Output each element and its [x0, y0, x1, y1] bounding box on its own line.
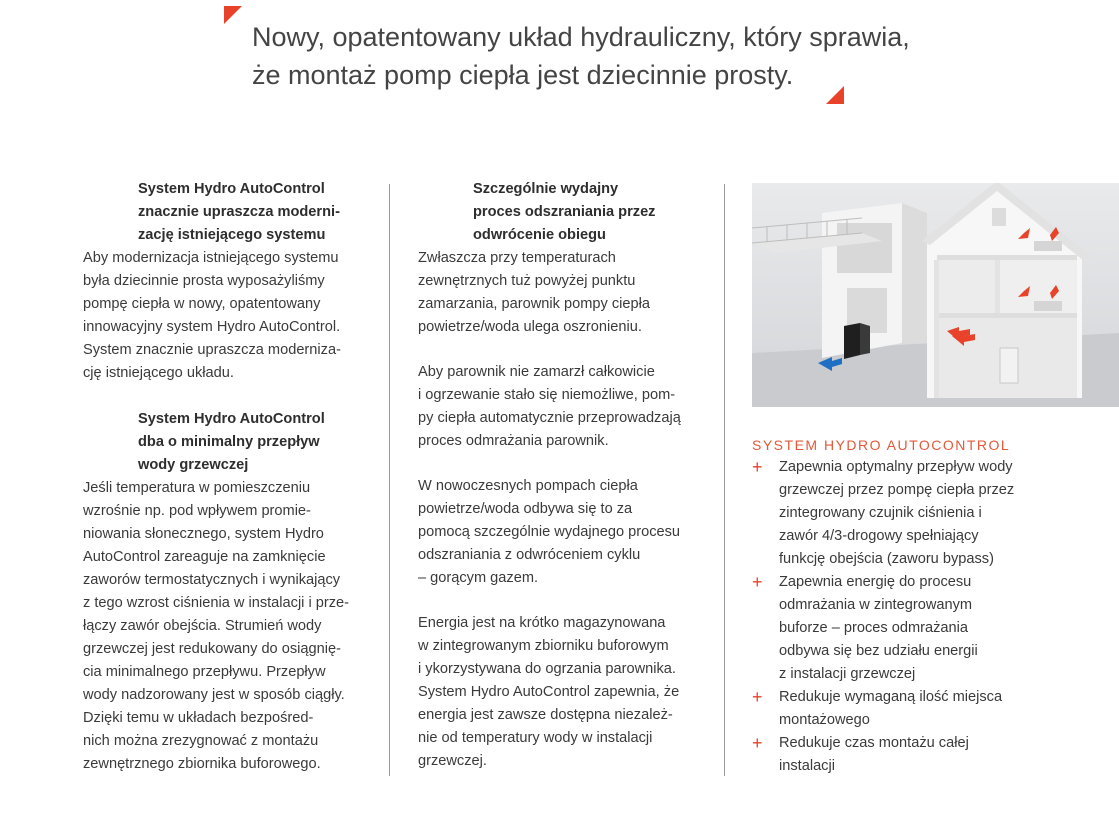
text-line: energia jest zawsze dostępna niezależ-	[418, 707, 673, 723]
text-line: powietrze/woda ulega oszronieniu.	[418, 319, 642, 335]
text-line: System Hydro AutoControl	[138, 181, 325, 197]
text-line: i ykorzystywana do ogrzania parownika.	[418, 661, 676, 677]
headline-line: że montaż pomp ciepła jest dziecinnie prosty.	[252, 60, 794, 90]
text-line: wody grzewczej	[138, 457, 249, 473]
text-line: System znacznie upraszcza moderniza-	[83, 342, 341, 358]
feature-item	[752, 732, 1112, 778]
text-line: pomocą szczególnie wydajnego procesu	[418, 524, 681, 540]
text-line: z tego wzrost ciśnienia w instalacji i prze-	[83, 595, 350, 611]
text-line: nich można zrezygnować z montażu	[83, 733, 319, 749]
headline	[252, 18, 1012, 94]
feature-item	[752, 456, 1112, 571]
plus-icon: +	[752, 687, 763, 707]
text-line: funkcję obejścia (zaworu bypass)	[779, 551, 994, 567]
section-title	[418, 178, 708, 247]
window	[837, 223, 892, 273]
text-line: Energia jest na krótko magazynowana	[418, 615, 666, 631]
column-divider	[389, 184, 390, 776]
column-divider	[724, 184, 725, 776]
text-line: Szczególnie wydajny	[473, 181, 619, 197]
text-line: Zwłaszcza przy temperaturach	[418, 250, 616, 266]
feature-item	[752, 686, 1112, 732]
corner-accent-top-left	[224, 6, 242, 24]
corner-accent-bottom-right	[826, 86, 844, 104]
text-line: grzewczej przez pompę ciepła przez	[779, 482, 1015, 498]
plus-icon: +	[752, 572, 763, 592]
section-title	[83, 178, 373, 247]
paragraph	[418, 612, 708, 773]
text-line: odmrażania w zintegrowanym	[779, 597, 973, 613]
spacer	[418, 590, 708, 612]
column-3	[752, 434, 1112, 778]
text-line: odszraniania z odwróceniem cyklu	[418, 547, 641, 563]
text-line: instalacji	[779, 758, 835, 774]
text-line: niowania słonecznego, system Hydro	[83, 526, 324, 542]
text-line: zewnętrznych tuż powyżej punktu	[418, 273, 636, 289]
left-block-side	[902, 203, 927, 343]
text-line: grzewczej.	[418, 753, 487, 769]
text-line: – gorącym gazem.	[418, 570, 539, 586]
text-line: dba o minimalny przepływ	[138, 434, 320, 450]
heat-pump-unit	[844, 323, 860, 359]
text-line: wody nadzorowany jest w sposób ciągły.	[83, 687, 345, 703]
text-line: wzrośnie np. pod wpływem promie-	[83, 503, 311, 519]
text-line: W nowoczesnych pompach ciepła	[418, 478, 638, 494]
text-line: Dzięki temu w układach bezpośred-	[83, 710, 314, 726]
text-line: grzewczej jest redukowany do osiągnię-	[83, 641, 341, 657]
text-line: Aby modernizacja istniejącego systemu	[83, 250, 339, 266]
attic-window	[992, 208, 1006, 226]
spacer	[83, 385, 373, 408]
text-line: odwrócenie obiegu	[473, 227, 606, 243]
text-line: cia minimalnego przepływu. Przepływ	[83, 664, 326, 680]
text-line: Zapewnia energię do procesu	[779, 574, 972, 590]
text-line: Aby parownik nie zamarzł całkowicie	[418, 364, 655, 380]
text-line: pompę ciepła w nowy, opatentowany	[83, 296, 321, 312]
paragraph	[83, 477, 373, 776]
column-1	[83, 178, 373, 776]
wall-section	[995, 260, 1000, 313]
headline-line: Nowy, opatentowany układ hydrauliczny, który sprawia,	[252, 22, 910, 52]
spacer	[418, 339, 708, 361]
paragraph	[418, 247, 708, 339]
feature-list	[752, 456, 1112, 778]
text-line: była dziecinnie prosta wyposażyliśmy	[83, 273, 325, 289]
paragraph	[418, 475, 708, 590]
indoor-unit	[1000, 348, 1018, 383]
column-2	[418, 178, 708, 773]
section-title	[83, 408, 373, 477]
text-line: nie od temperatury wody w instalacji	[418, 730, 653, 746]
floor-slab	[937, 255, 1077, 260]
text-line: proces odszraniania przez	[473, 204, 656, 220]
room	[939, 260, 995, 313]
paragraph	[83, 247, 373, 385]
text-line: odbywa się bez udziału energii	[779, 643, 978, 659]
spacer	[418, 453, 708, 475]
text-line: w zintegrowanym zbiorniku buforowym	[418, 638, 669, 654]
text-line: innowacyjny system Hydro AutoControl.	[83, 319, 341, 335]
text-line: buforze – proces odmrażania	[779, 620, 969, 636]
text-line: zaworów termostatycznych i wynikający	[83, 572, 341, 588]
text-line: cję istniejącego układu.	[83, 365, 234, 381]
text-line: zawór 4/3-drogowy spełniający	[779, 528, 979, 544]
text-line: AutoControl zareaguje na zamknięcie	[83, 549, 326, 565]
radiator	[1034, 301, 1062, 311]
text-line: zintegrowany czujnik ciśnienia i	[779, 505, 982, 521]
feature-item	[752, 571, 1112, 686]
plus-icon: +	[752, 733, 763, 753]
text-line: Jeśli temperatura w pomieszczeniu	[83, 480, 311, 496]
text-line: System Hydro AutoControl	[138, 411, 325, 427]
text-line: Redukuje wymaganą ilość miejsca	[779, 689, 1003, 705]
text-line: zewnętrznego zbiornika buforowego.	[83, 756, 321, 772]
floor-slab	[937, 313, 1077, 318]
text-line: Redukuje czas montażu całej	[779, 735, 969, 751]
text-line: z instalacji grzewczej	[779, 666, 916, 682]
text-line: łączy zawór obejścia. Strumień wody	[83, 618, 322, 634]
text-line: zamarzania, parownik pompy ciepła	[418, 296, 650, 312]
text-line: py ciepła automatycznie przeprowadzają	[418, 410, 681, 426]
text-line: i ogrzewanie stało się niemożliwe, pom-	[418, 387, 676, 403]
feature-heading: SYSTEM HYDRO AUTOCONTROL	[752, 437, 1011, 453]
house-cutaway-illustration	[752, 183, 1119, 407]
wall-section	[934, 260, 939, 398]
heat-pump-side	[860, 323, 870, 355]
text-line: proces odmrażania parownik.	[418, 433, 609, 449]
text-line: System Hydro AutoControl zapewnia, że	[418, 684, 680, 700]
text-line: zację istniejącego systemu	[138, 227, 326, 243]
text-line: montażowego	[779, 712, 870, 728]
text-line: znacznie upraszcza moderni-	[138, 204, 340, 220]
text-line: Zapewnia optymalny przepływ wody	[779, 459, 1013, 475]
plus-icon: +	[752, 457, 763, 477]
text-line: powietrze/woda odbywa się to za	[418, 501, 633, 517]
radiator	[1034, 241, 1062, 251]
paragraph	[418, 361, 708, 453]
